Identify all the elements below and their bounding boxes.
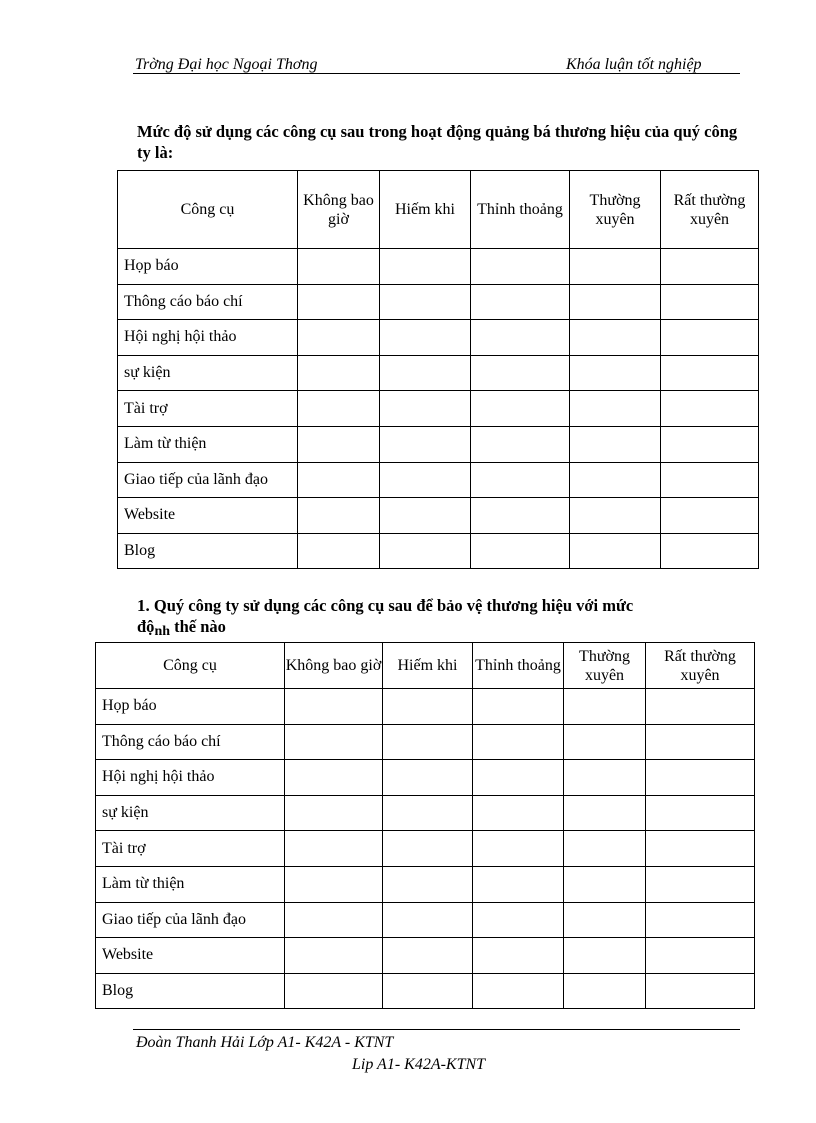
header-school: Trờng Đại học Ngoại Thơng: [135, 56, 318, 73]
answer-cell[interactable]: [380, 284, 471, 320]
answer-cell[interactable]: [298, 284, 380, 320]
answer-cell[interactable]: [298, 426, 380, 462]
answer-cell[interactable]: [570, 391, 661, 427]
answer-cell[interactable]: [661, 391, 759, 427]
question-2-fragment: nh: [154, 624, 171, 639]
answer-cell[interactable]: [383, 831, 473, 867]
row-label: Hội nghị hội thảo: [96, 760, 285, 796]
answer-cell[interactable]: [383, 760, 473, 796]
answer-cell[interactable]: [661, 498, 759, 534]
answer-cell[interactable]: [285, 973, 383, 1009]
answer-cell[interactable]: [285, 760, 383, 796]
answer-cell[interactable]: [380, 533, 471, 569]
row-label: sự kiện: [96, 795, 285, 831]
table-row: [118, 498, 759, 534]
table-row: [118, 533, 759, 569]
row-label: Giao tiếp của lãnh đạo: [96, 902, 285, 938]
row-label: Blog: [96, 973, 285, 1009]
answer-cell[interactable]: [564, 938, 646, 974]
table-row: [96, 795, 755, 831]
table-row: [96, 973, 755, 1009]
answer-cell[interactable]: [471, 498, 570, 534]
answer-cell[interactable]: [646, 689, 755, 725]
answer-cell[interactable]: [570, 462, 661, 498]
question-2-title: [137, 595, 747, 639]
answer-cell[interactable]: [471, 249, 570, 285]
answer-cell[interactable]: [298, 249, 380, 285]
column-header-rarely: Hiếm khi: [380, 171, 471, 249]
row-label: Làm từ thiện: [96, 866, 285, 902]
row-label: Thông cáo báo chí: [118, 284, 298, 320]
row-label: Tài trợ: [96, 831, 285, 867]
column-header-very-often: Rất thường xuyên: [661, 171, 759, 249]
column-header-never: Không bao giờ: [285, 643, 383, 689]
column-header-often: Thường xuyên: [564, 643, 646, 689]
table-row: [96, 902, 755, 938]
question-1-table: [117, 170, 759, 569]
answer-cell[interactable]: [298, 391, 380, 427]
table-header-row: [96, 643, 755, 689]
footer-author: Đoàn Thanh Hải Lớp A1- K42A - KTNT: [136, 1034, 394, 1051]
answer-cell[interactable]: [570, 284, 661, 320]
table-header-row: [118, 171, 759, 249]
answer-cell[interactable]: [564, 795, 646, 831]
answer-cell[interactable]: [564, 724, 646, 760]
header-rule: [133, 73, 740, 74]
answer-cell[interactable]: [646, 831, 755, 867]
answer-cell[interactable]: [298, 320, 380, 356]
answer-cell[interactable]: [380, 426, 471, 462]
question-2-line1: Quý công ty sử dụng các công cụ sau để bảo vệ thương hiệu với mức: [153, 596, 634, 615]
row-label: Họp báo: [118, 249, 298, 285]
table-row: [96, 866, 755, 902]
answer-cell[interactable]: [471, 284, 570, 320]
answer-cell[interactable]: [646, 938, 755, 974]
answer-cell[interactable]: [570, 355, 661, 391]
table-row: [118, 391, 759, 427]
answer-cell[interactable]: [298, 462, 380, 498]
answer-cell[interactable]: [570, 426, 661, 462]
answer-cell[interactable]: [661, 533, 759, 569]
footer-rule: [133, 1029, 740, 1030]
answer-cell[interactable]: [661, 320, 759, 356]
answer-cell[interactable]: [285, 938, 383, 974]
column-header-very-often: Rất thường xuyên: [646, 643, 755, 689]
row-label: Hội nghị hội thảo: [118, 320, 298, 356]
table-row: [118, 426, 759, 462]
answer-cell[interactable]: [646, 866, 755, 902]
column-header-tool: Công cụ: [118, 171, 298, 249]
table-row: [118, 462, 759, 498]
header-thesis-label: Khóa luận tốt nghiệp: [566, 56, 702, 73]
column-header-sometimes: Thỉnh thoảng: [471, 171, 570, 249]
column-header-never: Không bao giờ: [298, 171, 380, 249]
row-label: Website: [96, 938, 285, 974]
answer-cell[interactable]: [661, 426, 759, 462]
answer-cell[interactable]: [646, 760, 755, 796]
answer-cell[interactable]: [285, 689, 383, 725]
table-row: [96, 938, 755, 974]
answer-cell[interactable]: [380, 320, 471, 356]
table-row: [118, 320, 759, 356]
answer-cell[interactable]: [380, 355, 471, 391]
answer-cell[interactable]: [570, 498, 661, 534]
answer-cell[interactable]: [380, 462, 471, 498]
answer-cell[interactable]: [661, 355, 759, 391]
answer-cell[interactable]: [380, 249, 471, 285]
table-row: [96, 724, 755, 760]
column-header-tool: Công cụ: [96, 643, 285, 689]
answer-cell[interactable]: [471, 355, 570, 391]
answer-cell[interactable]: [383, 689, 473, 725]
answer-cell[interactable]: [646, 902, 755, 938]
answer-cell[interactable]: [570, 249, 661, 285]
answer-cell[interactable]: [473, 938, 564, 974]
answer-cell[interactable]: [285, 831, 383, 867]
table-row: [96, 831, 755, 867]
table-row: [118, 284, 759, 320]
answer-cell[interactable]: [646, 973, 755, 1009]
answer-cell[interactable]: [570, 533, 661, 569]
answer-cell[interactable]: [473, 973, 564, 1009]
answer-cell[interactable]: [380, 391, 471, 427]
row-label: Blog: [118, 533, 298, 569]
footer-class: Lip A1- K42A-KTNT: [352, 1056, 486, 1073]
answer-cell[interactable]: [564, 831, 646, 867]
answer-cell[interactable]: [473, 795, 564, 831]
table-row: [96, 689, 755, 725]
answer-cell[interactable]: [564, 760, 646, 796]
table-row: [118, 249, 759, 285]
column-header-sometimes: Thỉnh thoảng: [473, 643, 564, 689]
column-header-rarely: Hiếm khi: [383, 643, 473, 689]
answer-cell[interactable]: [383, 973, 473, 1009]
answer-cell[interactable]: [383, 902, 473, 938]
answer-cell[interactable]: [285, 902, 383, 938]
answer-cell[interactable]: [570, 320, 661, 356]
answer-cell[interactable]: [380, 498, 471, 534]
row-label: Thông cáo báo chí: [96, 724, 285, 760]
answer-cell[interactable]: [383, 795, 473, 831]
row-label: Giao tiếp của lãnh đạo: [118, 462, 298, 498]
answer-cell[interactable]: [473, 760, 564, 796]
answer-cell[interactable]: [298, 355, 380, 391]
row-label: sự kiện: [118, 355, 298, 391]
answer-cell[interactable]: [661, 284, 759, 320]
answer-cell[interactable]: [661, 462, 759, 498]
row-label: Tài trợ: [118, 391, 298, 427]
answer-cell[interactable]: [471, 320, 570, 356]
answer-cell[interactable]: [383, 938, 473, 974]
row-label: Họp báo: [96, 689, 285, 725]
answer-cell[interactable]: [473, 689, 564, 725]
answer-cell[interactable]: [646, 724, 755, 760]
answer-cell[interactable]: [473, 866, 564, 902]
answer-cell[interactable]: [646, 795, 755, 831]
answer-cell[interactable]: [473, 902, 564, 938]
answer-cell[interactable]: [473, 724, 564, 760]
table-row: [118, 355, 759, 391]
row-label: Làm từ thiện: [118, 426, 298, 462]
answer-cell[interactable]: [298, 498, 380, 534]
question-1-title: Mức độ sử dụng các công cụ sau trong hoạt động quảng bá thương hiệu của quý công ty là:: [137, 122, 738, 162]
answer-cell[interactable]: [473, 831, 564, 867]
answer-cell[interactable]: [285, 795, 383, 831]
row-label: Website: [118, 498, 298, 534]
question-number: 1.: [137, 596, 150, 615]
answer-cell[interactable]: [471, 391, 570, 427]
answer-cell[interactable]: [285, 866, 383, 902]
column-header-often: Thường xuyên: [570, 171, 661, 249]
answer-cell[interactable]: [564, 973, 646, 1009]
answer-cell[interactable]: [564, 689, 646, 725]
question-2-line2-start: độ: [137, 617, 155, 636]
answer-cell[interactable]: [383, 866, 473, 902]
table-row: [96, 760, 755, 796]
answer-cell[interactable]: [564, 866, 646, 902]
answer-cell[interactable]: [564, 902, 646, 938]
answer-cell[interactable]: [471, 462, 570, 498]
answer-cell[interactable]: [285, 724, 383, 760]
answer-cell[interactable]: [471, 426, 570, 462]
answer-cell[interactable]: [383, 724, 473, 760]
question-2-line2-end: thế nào: [174, 617, 226, 636]
answer-cell[interactable]: [298, 533, 380, 569]
question-2-table: [95, 642, 755, 1009]
answer-cell[interactable]: [661, 249, 759, 285]
answer-cell[interactable]: [471, 533, 570, 569]
